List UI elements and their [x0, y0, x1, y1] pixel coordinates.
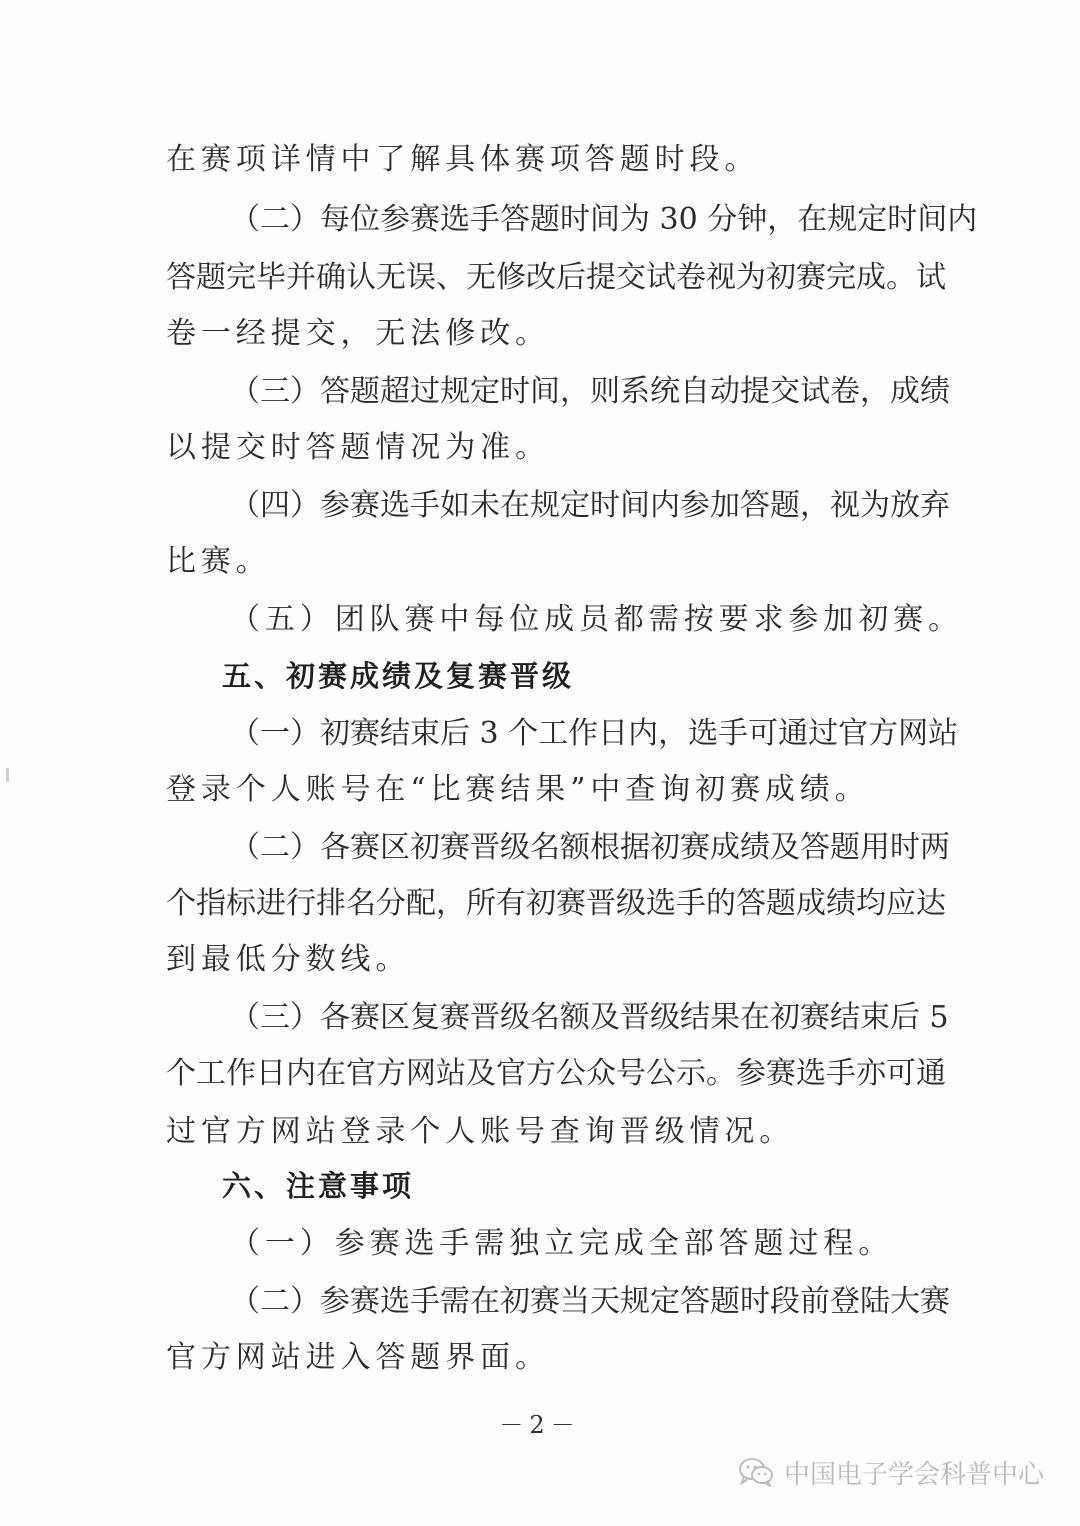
text-line: （三）答题超过规定时间，则系统自动提交试卷，成绩 [230, 374, 950, 409]
section-heading: 六、注意事项 [222, 1169, 415, 1203]
text-line: 个工作日内在官方网站及官方公众号公示。参赛选手亦可通 [166, 1056, 946, 1091]
text-line: （二）参赛选手需在初赛当天规定答题时段前登陆大赛 [230, 1284, 950, 1319]
text-line: 登录个人账号在“比赛结果”中查询初赛成绩。 [166, 772, 870, 807]
watermark [738, 1452, 1044, 1492]
text-line: 卷一经提交，无法修改。 [166, 316, 550, 351]
text-line: 过官方网站登录个人账号查询晋级情况。 [166, 1114, 795, 1149]
text-line: （一）初赛结束后 3 个工作日内，选手可通过官方网站 [230, 716, 959, 751]
text-line: 答题完毕并确认无误、无修改后提交试卷视为初赛完成。试 [166, 260, 946, 295]
text-line: 个指标进行排名分配，所有初赛晋级选手的答题成绩均应达 [166, 886, 946, 921]
wechat-icon [738, 1457, 774, 1487]
text-line: 以提交时答题情况为准。 [166, 430, 550, 465]
text-line: （一）参赛选手需独立完成全部答题过程。 [230, 1226, 894, 1261]
text-line: （三）各赛区复赛晋级名额及晋级结果在初赛结束后 5 [230, 1000, 949, 1035]
text-line: （二）各赛区初赛晋级名额根据初赛成绩及答题用时两 [230, 830, 950, 865]
text-line: 到最低分数线。 [166, 942, 411, 977]
text-line: （四）参赛选手如未在规定时间内参加答题，视为放弃 [230, 488, 950, 523]
text-line: （二）每位参赛选手答题时间为 30 分钟，在规定时间内 [230, 202, 978, 237]
text-line: 比赛。 [166, 544, 271, 579]
page-number: －2－ [499, 1411, 581, 1439]
section-heading: 五、初赛成绩及复赛晋级 [222, 659, 575, 693]
text-line: 官方网站进入答题界面。 [166, 1340, 550, 1375]
scan-mark [6, 768, 9, 782]
text-line: （五）团队赛中每位成员都需按要求参加初赛。 [230, 602, 963, 637]
text-line: 在赛项详情中了解具体赛项答题时段。 [166, 142, 760, 177]
watermark-text: 中国电子学会科普中心 [784, 1459, 1045, 1490]
